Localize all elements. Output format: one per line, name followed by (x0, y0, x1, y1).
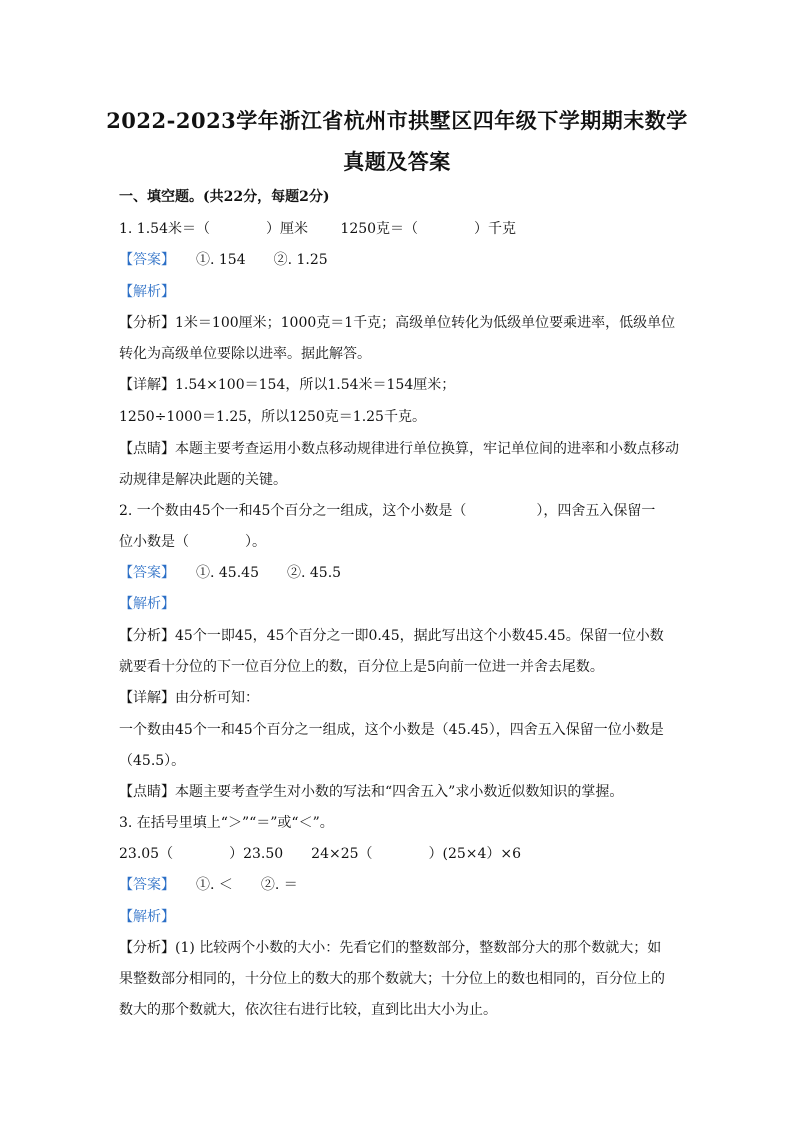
q2-dianjing-line-1 (119, 781, 623, 801)
q3-items: 23.05（ ）23.50 24×25（ ）(25×4）×6 (119, 846, 522, 862)
document-title-line-2: 真题及答案 (343, 149, 451, 174)
answer-text: ①. ＜ ②. ＝ (168, 877, 298, 893)
q2-analysis-tag: 【解析】 (119, 596, 175, 612)
dianjing-text: 本题主要考查运用小数点移动规律进行单位换算，牢记单位间的进率和小数点移动 (175, 441, 679, 457)
q3-fenxi-line-2: 果整数部分相同的，十分位上的数大的那个数就大；十分位上的数也相同的，百分位上的 (119, 971, 665, 987)
answer-tag: 【答案】 (119, 565, 168, 581)
fenxi-tag: 【分析】 (119, 940, 175, 956)
fenxi-text: (1) 比较两个小数的大小：先看它们的整数部分，整数部分大的那个数就大；如 (175, 940, 662, 956)
fenxi-text: 1米＝100厘米；1000克＝1千克；高级单位转化为低级单位要乘进率，低级单位 (175, 315, 676, 331)
fenxi-tag: 【分析】 (119, 628, 175, 644)
q1-fenxi-line-1 (119, 312, 675, 332)
q3-answer (119, 874, 298, 894)
answer-tag: 【答案】 (119, 877, 168, 893)
xiangjie-text: 由分析可知： (175, 690, 259, 706)
q2-answer (119, 562, 341, 582)
xiangjie-text: 1.54×100＝154，所以1.54米＝154厘米； (175, 377, 456, 393)
fenxi-text: 45个一即45，45个百分之一即0.45，据此写出这个小数45.45。保留一位小数 (175, 628, 664, 644)
q2-question-line-1: 2. 一个数由45个一和45个百分之一组成，这个小数是（ ），四舍五入保留一 (119, 503, 656, 519)
q1-answer (119, 249, 328, 269)
q1-analysis-tag: 【解析】 (119, 284, 175, 300)
q3-fenxi-line-3: 数大的那个数就大，依次往右进行比较，直到比出大小为止。 (119, 1002, 497, 1018)
q3-analysis-tag: 【解析】 (119, 909, 175, 925)
document-title-line-1: 2022-2023学年浙江省杭州市拱墅区四年级下学期期末数学 (106, 108, 688, 133)
q1-fenxi-line-2: 转化为高级单位要除以进率。据此解答。 (119, 346, 371, 362)
q1-question: 1. 1.54米＝（ ）厘米 1250克＝（ ）千克 (119, 221, 517, 237)
q2-fenxi-line-1 (119, 625, 664, 645)
dianjing-tag: 【点睛】 (119, 441, 175, 457)
q1-xiangjie-line-2: 1250÷1000＝1.25，所以1250克＝1.25千克。 (119, 409, 426, 425)
dianjing-text: 本题主要考查学生对小数的写法和“四舍五入”求小数近似数知识的掌握。 (175, 784, 624, 800)
q2-question-line-2: 位小数是（ ）。 (119, 534, 266, 550)
q2-xiangjie-line-1 (119, 687, 259, 707)
q3-fenxi-line-1 (119, 937, 661, 957)
q1-dianjing-line-2: 动规律是解决此题的关键。 (119, 472, 287, 488)
dianjing-tag: 【点睛】 (119, 784, 175, 800)
fenxi-tag: 【分析】 (119, 315, 175, 331)
xiangjie-tag: 【详解】 (119, 377, 175, 393)
q2-xiangjie-line-2: 一个数由45个一和45个百分之一组成，这个小数是（45.45），四舍五入保留一位小数是 (119, 722, 664, 738)
answer-tag: 【答案】 (119, 252, 168, 268)
q3-question: 3. 在括号里填上“＞”“＝”或“＜”。 (119, 815, 334, 831)
section-heading: 一、填空题。(共22分，每题2分) (119, 189, 330, 205)
q2-xiangjie-line-3: （45.5）。 (119, 753, 186, 769)
answer-text: ①. 154 ②. 1.25 (168, 252, 328, 268)
answer-text: ①. 45.45 ②. 45.5 (168, 565, 342, 581)
q1-xiangjie-line-1 (119, 374, 455, 394)
q2-fenxi-line-2: 就要看十分位的下一位百分位上的数，百分位上是5向前一位进一并舍去尾数。 (119, 659, 604, 675)
q1-dianjing-line-1 (119, 438, 679, 458)
xiangjie-tag: 【详解】 (119, 690, 175, 706)
